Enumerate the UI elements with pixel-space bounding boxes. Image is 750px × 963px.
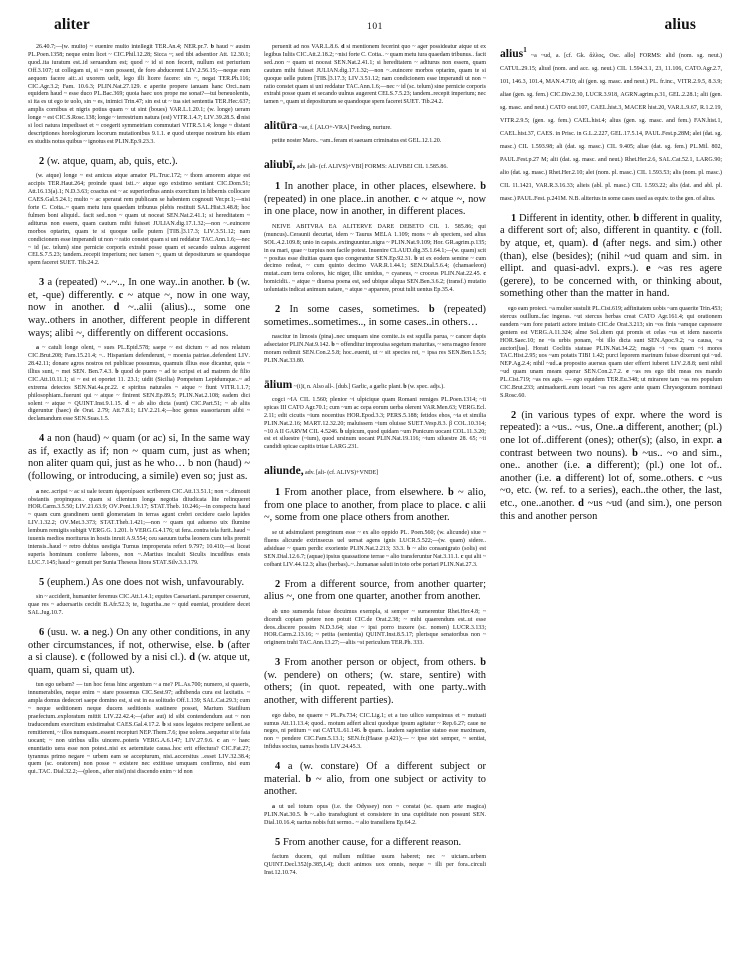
headword-term: ālium: [264, 377, 293, 391]
block-spacer: [264, 366, 486, 378]
sense-definition: 5 From another cause, for a different reason.: [275, 836, 462, 848]
citation-block: factum ducem, qui nullum militiae usum haberet; nec ~ uictam..urbem QUINT.Decl.352(p.385,L4); ducit animos uox omnis, neque ~ illi per fora..circuli Inst.12.10.74.: [264, 854, 486, 877]
block-spacer: [264, 478, 486, 487]
citation-block: ego dabo, ne quaere ~ PL.Ps.734; CIC.Lig.1; et a tuo uilico sumpsimus et ~ mutuati sumus Att.11.13.4; quod.. motum adfert alicui quodque ipsum agitatur ~ Rep.6.27; caue ne neges, ni petitum ~ eat CATUL.61.146. b quam.. laudem sapientiae statuo esse maximam, non ~ pendere CIC.Fam.5.13.1; SEN.fr.(Haase p.421);— ~ ipse stet semper, ~ sentiat, infidus socius, uanus hostis LIV.24.45.3.: [264, 712, 486, 751]
citation-block: 26.40.7;—(w. multo) ~ euenire multo intellegit TER.An.4; NER.pr.7. b haud ~ ausim PL.Poen.1358; neque enim licet ~ CIC.Phil.12.28; Sicca ~; sed tibi adsentior Att. 12.30.1; quod..ita iuratum est..id seruandum est; quod ~ id si non fecerit, nullum est periurium Off.3.107; ut collegam ui, si ~ non possent, de foro abducerent LIV.2.56.15;—neque eum aequom facere ait:..si uxorem uelit, lego illi licere facere: sin ~, negat TER.Ph.116; CIC.Agr.3.2; Fam. 10.6.3; PLIN.Nat.27.129. c aperite propere ianuam hanc Orci..nam equidem haud ~ esse duco PL.Bac.369; quoia haec uox prope me sonat?—tui beneuolentis, si ita es ut ego te uolo, sin ~ es, inimici Trin.47; sin est ut ~ tua siet sententia TER.Hec.637; amplis cornibus et nigris potius quam ~ ut sint (boues) VAR.L.1.20.1; (w. longe) ueram longe ~ est CIC.S.Rosc.138; longe ~ terrestrium natura (est) VITR.1.4.7; LIV.39.28.5. d nisi si loci natura impedisset et ~ coegerit symmetriam commutari VITR.5.1.4; longe ~ distant descriptiones horologiorum locorum mutationibus 9.1.1. e quod uterque nostrum his etiam ex studiis notus quibus ~ ignotus est PLIN.Ep.9.23.3.: [28, 44, 250, 145]
block-spacer: [264, 570, 486, 579]
headword-term: aliunde,: [264, 464, 304, 478]
dictionary-entry-headword: [264, 378, 486, 392]
sense-definition: 2 (w. atque, quam, ab, quis, etc.).: [39, 155, 178, 167]
block-spacer: [264, 107, 486, 119]
citation-block: ab uno sumenda fuisse docuimus exempla, si semper ~ sumerentur Rhet.Her.4.8; ~ dicendi copiam petere non potuit CIC.de Orat.2.38; ~ mihi quaerendum est..ut esse deos..discere possim N.D.3.64; siue ~ ipsi porro traxere (sc. nomen) LUCR.3.133; HOR.Carm.2.13.16; ~ petita (sententia) QUINT.Inst.8.5.17; plerisque senatoribus non ~ originem trahi TAC.Ann.13.27;—aliis ~st periculum TER.Ph. 333.: [264, 608, 486, 647]
dictionary-entry-headword: [264, 158, 486, 172]
block-spacer: [264, 752, 486, 761]
citation-block: petite noster Maro.. ~am..feram et saeuam criminatus est GEL.12.1.20.: [272, 138, 442, 145]
headword-forms-text: adv. [ali- (cf. ALIVS)+VBI] FORMS: ALIVBEI CIL 1.585.86.: [295, 164, 448, 171]
block-spacer: [28, 147, 250, 156]
headword-term: alitūra: [264, 119, 298, 133]
headword-forms-text: adv. [ali- (cf. ALIVS)+VNDE]: [303, 470, 379, 477]
block-spacer: [28, 424, 250, 433]
text-column-2: [264, 44, 486, 949]
page-number: 101: [366, 22, 384, 32]
citation-block: peruenit ad nos VAR.L.8.6. d si mentionem fecerint quo ~ ager possideatur atque ut ex legibus Iuliis CIC.Att.2.18.2; ~nisi forte C. Cotta.. ~ quam metu iura quaedam tribunus.. facit sed..non ~ quam ut noceat SEN.Nat.2.41.1; si hereditatem ~ aditurus non essem, quam cautum mihi fuisset JULIAN.dig.17.1.32;—non ~..euincere morbos optarim, quam te si quoque uelle putem [TIB.]3.17.3; LIV.3.51.12; nam condicionem esse imperandi ut non ~ ratio constet quam si uni reddatur TAC.Ann.1.6;—nec ~ id (sc. telum) sine pernicie corporis extrahi posse quam et secando uulnus augerent CELS.7.5.23; tandem..recepit imperium; nec tamen ~, quam ut depositurum se quandoque spem faceret SUET. Tib.24.2.: [264, 44, 486, 106]
block-spacer: [500, 401, 722, 410]
sense-definition: 6 (usu. w. a neg.) On any other conditions, in any other circumstances, if not, otherwise, else. b (after a si clause). c (followed by a nisi cl.). d (w. atque ut, quam, quam si, quam ut).: [28, 627, 250, 676]
block-spacer: [264, 452, 486, 464]
block-spacer: [28, 618, 250, 627]
headword-forms-text: ~(i)ī, n. Also all-. [dub.] Garlic, a garlic plant. b (w. spec. adjs.).: [292, 383, 445, 390]
sense-definition: 1 In another place, in other places, elsewhere. b (repeated) in one place..in another. c ~ atque ~, now in one place, now in another, in different places.: [264, 181, 486, 218]
sense-definition: 2 In some cases, sometimes. b (repeated) sometimes..sometimes.., in some cases..in others…: [264, 304, 486, 328]
sense-definition: 4 a non (haud) ~ quam (or ac) si, In the same way as if, exactly as if; non ~ quam cum, just as when; non aliter quam qui, just as he who… b non (haud) ~ (following, or introducing, a simile) even so; just as.: [28, 433, 250, 483]
block-spacer: [264, 295, 486, 304]
citation-block: a nec..scripsi ~ ac si uale tecum ἀμφοτέρωσε scriberem CIC.Att.13.51.1; non ~..dimouit obstantis propinquos.. quam si clientum longa negotia diiudicata lite relinqueret HOR.Carm.3.5.50; LIV.21.63.9; OV.Pont.1.9.17; STAT.Theb. 10.246;—in conspectu haud ~ quam cum grandinem uenti glomeratam in terras agunt crebri cecidere caelo lapides LIV.1.32.2; OV.Met.3.373; STAT.Theb.1.421;—non ~ quam qui aduerso uix flumine lembum remigiis subigit VERG.G. 1.201. b VERG.G.4.176; ut fera..contra tela furit..haud ~ iuuenis medios moriturus in hostis inruit A.9.554; ceu saeuum turba leonem cum telis premit intensis..haud ~ retro dubius uestigia Turnus improperata refert 9.797; 10.410;—si liceat superis hominum conferre labores, non ~..Martius incaluit Siculis incudibus ensis LUC.7.145; haud ~ gemuit per Sunia Theseus litora STAT.Silv.3.3.179.: [28, 488, 250, 566]
block-spacer: [264, 146, 486, 158]
block-spacer: [28, 268, 250, 277]
columns-container: [28, 44, 722, 949]
sense-definition: 2 (in various types of expr. where the word is repeated): a ~us.. ~us, One..a different, another; (pl.) one lot of..different (ones); other(s); (also, in expr. a contrast between two nouns). b ~us.. ~o and sim., one.. another (i.e. a different); (pl.) one lot of.. another (i.e. a different) lot of, some..others. c ~us ~o, etc. (w. ref. to a series), each..the other, the last, etc., one..another. d ~us ~ud (and sim.), one person this and another person: [500, 409, 722, 522]
citation-block: cogci ~IA CIL 1.560; plenior ~i ulpicique quam Romani remiges PL.Poen.1314; ~ii spicas III CATO Agr.70.1; cum ~um ac cepa eorum uerba olerent VAR.Men.63; VERG.Ecl. 2.11; edit cicutis ~ium nocentius HOR.Epod.3.3; PERS.5.188; fetidos ehos, ~ia et similia PLIN.Nat.2.16; MART.12.32.20; maluissem ~ium oluisse SUET.Vesp.8.3. β COL.10.314; ~10 A II GARVM CIL 4.5246. b ulpicum, quod quidam ~um Punicum uocant COL.11.3.20; est et siluestre (~ium), quod ursinum uocant PLIN.Nat.19.116; ~ium siluestre 28. 65; ~ii candidi spicae capitis tritae LARG.231.: [264, 396, 486, 451]
citation-block: a ~ catuli longe olent, ~ sues PL.Epid.578; saepe ~ est dictum ~ ad nos relatum CIC.Brut.208; Fam.15.21.4; ~.. Hispaniam defenderunt, ~ moenia patriae..defendent LIV. 28.42.11; donare agros nostros rei publicae possumus, quamuis illius esse dicantur, quia ~ illius sunt, ~ mei SEN. Ben.7.4.3. b quod de puero ~ ad te scripsi et ad matrem de filio CIC.Att.10.11.1; si ~ est et oportet 11. 23.1; uidit (Sicilia) Pompeium Lepidumque..~ ad extrema deiectos SEN.Nat.4a.pr.22. c spiritus naturales ~ atque ~ fiunt VITR.1.1.7; philosophiam..fuerunt qui ~ atque ~ finirent SEN.Ep.89.5; PLIN.Nat.2.108; eadem dici solent ~ atque ~ QUINT.Inst.9.1.15. d ~ ab alio dicta (sunt) CIC.Part.51; ~ ab aliis digeruntur (haec) de Orat. 2.79; Att.7.8.1; LIV.2.21.4;—hoc genus suasoriarum alibi ~ declamandum esse SEN.Suas.1.5.: [28, 345, 250, 423]
citation-block: tun ego uebam? — tun hoc feras hinc argentum ~ a me? PL.As.700; numero, si quaeris, innumerabiles, neque enim ~ stare possemus CIC.Sest.97; adhibenda cura est laxitatis. ~ ampla domus dedecori saepe domino est, si est in ea solitudo Off.1.139; SAL.Cat.29.3; cum ~ neque seditionem neque ducem seditionis sustinere posset, Marium Statilium praefectum..exploratum mittit LIV.22.42.4;—(after aut) id sibi contendendum aut ~ non traducendum exercitum existimabat CAES.Gal.4.17.2. b si suos legatos recipere uellent..se remitterent, ~ illos numquam..essent recepturi NEP.Them.7.6; ipse uolens..sequetur si te fata uocant; ~ non uiribus ullis uincere..poteris VERG.A.6.147; LIV.27.9.6. c an ~ haec enuntiatio uera esse non potest..nisi ex aeternitate causa..hoc erit effectura? CIC.Fat.27; tyrannus primo negare ~ urbem eam se accepturum, nisi..accersitus ..esset LIV.32.38.4; quem (sc. oratorem) non posse ~ existere nec extitisse umquam confirmo, nisi eum qui..TAC. Dial.32.2;—(pleon., after nisi) nisi discendo enim ~ id non: [28, 682, 250, 776]
sense-definition: 3 a (repeated) ~..~.., In one way..in another. b (w. et, -que) differently. c ~ atque ~, now in one way, now in another. d ~..alii (alius).., some one way..others in another, different people in different ways; alibi ~, differently on different occasions.: [28, 277, 250, 339]
running-head-right: alius: [664, 16, 696, 33]
citation-block: nascitur in limosis (pina)..nec umquam sine comite..is est squilla parua, ~ cancer dapis adsectator PLIN.Nat.9.142. b ~ offenditur improuisa segetum maturitas, ~ sera magno fenore moram redimit SEN.Con.2.5.8; hoc..euenit, ut ~ sit species rei, ~ ipsa res SEN.Ben.1.5.5; PLIN.Nat.33.80.: [264, 334, 486, 364]
block-spacer: [264, 648, 486, 657]
dictionary-entry-headword: [264, 464, 486, 478]
citation-block: ego eam proieci. ~a mulier sustulit PL.Cist.619; adfinitatem uobis ~am quaerite Trin.453; stercus ouillum..fac ingeras. ~ut stercus herbas creat CATO Agr.161.4; qui orationem eandem ~am fore putarit actore imitato CIC.de Orat.3.213; sin ~os finis ~amque capessere gentem est VERG.A.11.324; alme Sol..diem qui promis et celas ~us et idem nasceris HOR.Saec.10; ne ~is urbis ponam, ~bi illo dicta sunt SEN.Apoc.9.2; ~a causa, ~a auctori[tas]. Horati Coclitis statuae PLIN.Nat.34.22; magis ~i ~es quam ~i mores TAC.Hist.2.95; uos ~am potatis TIBI 1.42; purci leporem marinum fuisse dixerunt qui ~ud. NEP.Ag.2.4; nihil ~ud..a proposito auersus quam uier efferri iuberet LIV.2.8.8; ueni nihil ~ud quam unam meam querar SEN.Con.2.7.2. e ~as res ego tibi meas res mando PL.Cist.719; ~as res agis. — ego equidem TER.Eu.348; ut mirarere tam ~as res populum CIC.Brut.233; animaduerti..eum iocari ~as res agere ante quam Chrysogonum nominaui S.Rosc.60.: [500, 306, 722, 399]
headword-term: alius$^1$: [500, 46, 527, 60]
headword-forms-text: ~ae, f. [ALO+-VRA] Feeding, nurture.: [297, 125, 392, 132]
block-spacer: [500, 204, 722, 213]
text-column-1: [28, 44, 250, 949]
dictionary-entry-headword: [500, 44, 722, 204]
sense-definition: 4 a (w. constare) Of a different subject or material. b ~ alio, from one subject or activity to another.: [264, 761, 486, 798]
citation-block: (w. atque) longe ~ est amicus atque amator PL.Truc.172; ~ thom amorem atque est accipis TER.Haut.264; proinde quasi isti..~ atque ego existimo sentiant CIC.Dom.51; Att.16.13(a).1; N.D.3.63; coactus est ~ ac superioribus annis exercitum in hibernis collocare CAES.Gal.5.24.1; multo ~ ac sperarat rem publicam se habentem cognouit Ver.pr.1;—nisi forte C. Cotta..~ quam metu iura quaedam tribunus plebis restituit SAL.Hist.3.48.8; hoc fulmen boni aliquid.. facit sed..non ~ quam ut noceat SEN.Nat.2.41.1; si hereditatem ~ aditurus non essem, quam cautum mihi fuisset JULIAN.dig.17.1.32;—non ~..euincere morbos optarim, quam te si quoque uelle putem [TIB.]3.17.3; LIV.3.51.12; nam condicionem esse imperandi ut non ~ ratio constet quam si uni reddatur TAC.Ann.1.6;—nec ~ id (sc. telum) sine pernicie corporis extrahi posse quam et secando uulnus augerent CELS.7.5.23; tandem..recepit imperium; nec tamen ~, quam ut depositurum se quandoque spem faceret SUET. Tib.24.2.: [28, 173, 250, 267]
sense-definition: 5 (euphem.) As one does not wish, unfavourably.: [39, 576, 245, 588]
sense-definition: 2 From a different source, from another quarter; alius ~, one from one quarter, another from another.: [264, 578, 486, 603]
dictionary-entry-headword: [264, 119, 486, 133]
sense-definition: 1 Different in identity, other. b different in quality, a different sort of; also, different in quantity. c (foll. by atque, et, quam). d (after negs. and sim.) other (than), else (besides); (nihil ~ud quam and sim. in ellipt. and quasi-advl. exprs.). e ~as res agere (gerere), to be concerned with, or thinking about, something other than the matter in hand.: [500, 212, 722, 300]
headword-term: aliubī,: [264, 158, 296, 172]
citation-block: se ut adsimularet peregrinum esse ~ ex alio oppido PL. Poen.560; (w. alicunde) siue ~ fluens alicunde extrinsecus uel uersat agens ignis LUCR.5.522;—(w. quam) sidere.. adsiduae ~ quam perdic exoriente PLIN.Nat.2.213; 33.3. b ~ alio consanigrato (solis) est SEN.Dial.12.6.7; (aquae) ipsius quassatione terrae ~ alio transferuntur Nat.3.11.1. c qui alii ~ coibant LIV.44.12.3; alias (herbas)..~..humanae saluti in toto orbe portari PLIN.Nat.27.3.: [264, 530, 486, 568]
block-spacer: [28, 568, 250, 577]
headword-forms-text: ~a ~ud, a. [cf. Gk. ἄλλος, Osc. allo] FORMS: alid (nom. sg. neut.) CATUL.29.15; aliud (nom. and acc. sg. neut.) CIL 1.594.3.1, 23, 11.106, CATO.Agr.2.7, 101, 146.3, 101.4, MAN.4.710; ali (gen. sg. masc. and neut.) PL. fr.inc., VITR.2.9.5, 8.3.9; aliae (gen. sg. fem.) CIC.Div.2.30, LUCR.3.918, AGRN.agrim.p.31, GEL.2.28.1; alii (gen. sg. masc. and neut.) CATO orat.107, CAEL.hist.3, MACER hist.20, VAR.L.9.67, R.1.2.19, VITR.2.9.5; (gen. sg. fem.) CAEL.hist.4; alius (gen. sg. masc. and fem.) FAN.hist.1, CAEL.hist.37, CAES. in Prisc. in G.L.2.227, GEL.17.5.14, PAUL.Fest.p.28M; alei (dat. sg. masc.) CIL 1.593.98; ali (dat. sg. masc.) CIL 9.405; aliae (dat. sg. fem.) PL.Mil. 802, PAUL.Fest.p.27 M; alii (dat. sg. masc. and neut.) Rhet.Her.2.6, SAL.Cat.52.1, LARG.90; alio (dat. sg. masc.) Rhet.Her.2.10; alei (nom. pl. masc.) CIL 1.593.53; alis (nom. pl. masc.) CIL 11.1421, VAR.R.3.16.33; alieis (abl. pl. masc.) CIL 1.593.22; alis (dat. and abl. pl. masc.) PAUL.Fest. p.241M. N.B. aliterius in some cases used as equiv. to the gen. of alius.: [500, 52, 722, 202]
block-spacer: [264, 172, 486, 181]
running-head-left: aliter: [54, 16, 90, 33]
block-spacer: [264, 828, 486, 837]
citation-block: sin ~ acciderit, humaniter feremus CIC.Att.1.4.1; equites Caesariani..parumper cesserunt, quae res ~ aduersariis cecidit B.Afr.52.3; te, Iugurtha..ne ~ quid eueniat, prouidere decet SAL.Jug.10.7.: [28, 594, 250, 617]
sense-definition: 1 From another place, from elsewhere. b ~ alio, from one place to another, from place to place. c alii ~, some from one place others from another.: [264, 487, 486, 524]
running-head: [24, 0, 726, 44]
text-column-3: [500, 44, 722, 949]
sense-definition: 3 From another person or object, from others. b (w. pendere) on others; (w. stare, sentire) with others; (in quot. repeated, with one party..with another, with different parties).: [264, 657, 486, 707]
citation-block: NEIVE ABITVRA EA ALITERVE DARE DEBETO CIL 1. 585.86; qui (muncus)..Ceraunii decurtat, idem ~ Taurus MELA 1.109; mons ~ ab speciem, sed alius SOL.4.2.109.8; unio in capsis..extinguuntur..nigra ~ PLIN.Nat.9.109; Hor. GR.agrim.p.135; in ea mari, quae ~ turpius non facile potest. Inuenire CLAUD.dig.35.1.64.1;—(w. quam) scit ~ positas esse diuitias quam quo congerantur SEN.Ep.92.31. b ut ex eodem semine ~ cum decimo redeat, ~ cum quinto decimo VAR.R.1.44.1; SEN.Dial.5.6.4; (chamaeleon) mutat..cum terra colores, hic niger, illic umidus, ~ cyaneus, ~ croceus PLIN.Nat.22.45. c homicidii.. ~ atque ~ diuersa poena est, sed ubique aliqua SEN.Ben.3.6.2; (transf.) mutatio uoluntatis indicat animum natare, ~ atque ~ apparere, prout tulit uentus Ep.35.4.: [264, 223, 486, 294]
citation-block: a ut uel totum opus (i.e. the Odyssey) non ~ constat (sc. quam arte magica) PLIN.Nat.30.5. b ~..alio transfugiunt et consistere in una cupiditate non possunt SEN. Dial.10.16.4; uarius nobis fuit sermo.. ~ alio transiliens Ep.64.2.: [264, 803, 486, 826]
